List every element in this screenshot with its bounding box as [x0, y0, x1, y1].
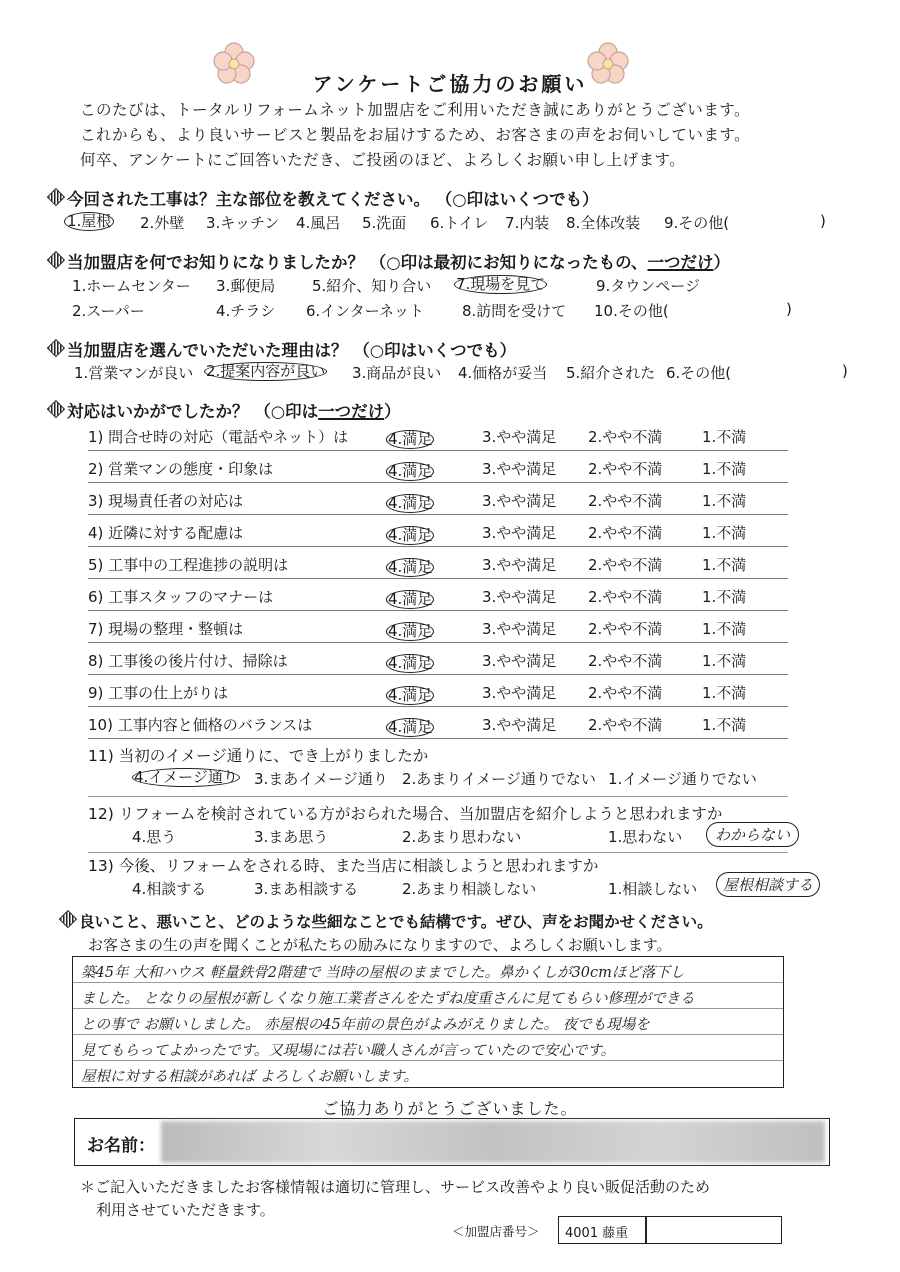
- scale-1[interactable]: 1.不満: [702, 620, 747, 638]
- answer-circle: 4.満足: [388, 462, 433, 480]
- satisfaction-row: [88, 486, 788, 515]
- q2-option[interactable]: 4.チラシ: [216, 302, 276, 320]
- comments-box[interactable]: [72, 956, 784, 1088]
- q1-option-close: ): [820, 212, 826, 230]
- q11-option[interactable]: 3.まあイメージ通り: [254, 770, 388, 788]
- q13-options: [0, 878, 900, 902]
- row-label: 7) 現場の整理・整頓は: [88, 620, 244, 638]
- diamond-bullet-icon: [47, 188, 65, 206]
- answer-circle: 4.満足: [388, 430, 433, 448]
- intro-line: 何卒、アンケートにご回答いただき、ご投函のほど、よろしくお願い申し上げます。: [80, 151, 686, 169]
- intro-text: [80, 98, 750, 173]
- answer-circle: 4.満足: [388, 622, 433, 640]
- q3-option[interactable]: 3.商品が良い: [352, 364, 442, 382]
- q3-option[interactable]: 1.営業マンが良い: [74, 364, 194, 382]
- q11-option[interactable]: 1.イメージ通りでない: [608, 770, 757, 788]
- scale-1[interactable]: 1.不満: [702, 428, 747, 446]
- store-number-value: 4001 藤重: [565, 1226, 629, 1241]
- answer-circle: 4.満足: [388, 526, 433, 544]
- intro-line: これからも、より良いサービスと製品をお届けするため、お客さまの声をお伺いしています。: [80, 126, 751, 144]
- scale-2[interactable]: 2.やや不満: [588, 652, 663, 670]
- scale-1[interactable]: 1.不満: [702, 716, 747, 734]
- answer-circle: 2.提案内容が良い: [206, 362, 326, 380]
- q13-option[interactable]: 2.あまり相談しない: [402, 880, 537, 898]
- scale-2[interactable]: 2.やや不満: [588, 524, 663, 542]
- row-label: 8) 工事後の後片付け、掃除は: [88, 652, 288, 670]
- scale-1[interactable]: 1.不満: [702, 524, 747, 542]
- satisfaction-row: [88, 422, 788, 451]
- answer-circle: 4.満足: [388, 686, 433, 704]
- q12-question: 12) リフォームを検討されている方がおられた場合、当加盟店を紹介しようと思われますか: [88, 805, 723, 823]
- q3-heading: [48, 337, 516, 361]
- scale-3[interactable]: 3.やや満足: [482, 620, 557, 638]
- scale-2[interactable]: 2.やや不満: [588, 620, 663, 638]
- q1-heading: [48, 186, 599, 210]
- satisfaction-row: [88, 710, 788, 739]
- q2-option-close: ): [786, 300, 792, 318]
- answer-circle: 7.現場を見て: [456, 275, 546, 293]
- scale-3[interactable]: 3.やや満足: [482, 460, 557, 478]
- store-number-label: ＜加盟店番号＞: [452, 1224, 540, 1239]
- scale-2[interactable]: 2.やや不満: [588, 716, 663, 734]
- page-title: アンケートご協力のお願い: [312, 72, 588, 96]
- q11-options: [0, 768, 900, 792]
- q1-question: 今回された工事は？主な部位を教えてください。: [67, 190, 430, 209]
- q1-option[interactable]: 8.全体改装: [566, 214, 641, 232]
- q1-option[interactable]: 6.トイレ: [430, 214, 489, 232]
- comment-line: 見てもらってよかったです。又現場には若い職人さんが言っていたので安心です。: [81, 1043, 616, 1059]
- scale-1[interactable]: 1.不満: [702, 556, 747, 574]
- satisfaction-row: [88, 678, 788, 707]
- intro-line: このたびは、トータルリフォームネット加盟店をご利用いただき誠にありがとうございます。: [80, 101, 750, 119]
- satisfaction-row: [88, 454, 788, 483]
- q13-option[interactable]: 4.相談する: [132, 880, 207, 898]
- scale-1[interactable]: 1.不満: [702, 684, 747, 702]
- comment-line: ました。 となりの屋根が新しくなり施工業者さんをたずね度重さんに見てもらい修理ができる: [81, 991, 695, 1007]
- diamond-bullet-icon: [59, 910, 77, 928]
- q2-option[interactable]: 10.その他(: [594, 302, 669, 320]
- q4-note-pre: （○印は: [254, 402, 319, 421]
- q2-question: 当加盟店を何でお知りになりましたか？: [67, 253, 364, 272]
- answer-circle: 4.満足: [388, 494, 433, 512]
- q12-option[interactable]: 3.まあ思う: [254, 828, 329, 846]
- answer-circle: 4.満足: [388, 590, 433, 608]
- q3-option-close: ): [842, 362, 848, 380]
- answer-circle: 4.イメージ通り: [134, 768, 238, 786]
- name-box: [74, 1118, 830, 1166]
- row-label: 3) 現場責任者の対応は: [88, 492, 244, 510]
- row-label: 1) 問合せ時の対応（電話やネット）は: [88, 428, 349, 446]
- q3-option[interactable]: 6.その他(: [666, 364, 732, 382]
- q2-heading: [48, 249, 730, 273]
- scale-1[interactable]: 1.不満: [702, 652, 747, 670]
- q2-note-emph: 一つだけ: [647, 253, 714, 272]
- name-field-redacted[interactable]: [161, 1121, 825, 1163]
- q3-note: （○印はいくつでも）: [353, 341, 517, 360]
- q3-option[interactable]: 4.価格が妥当: [458, 364, 548, 382]
- scale-2[interactable]: 2.やや不満: [588, 428, 663, 446]
- q12-handwritten-answer: わからない: [706, 822, 799, 847]
- comments-prompt: 良いこと、悪いこと、どのような些細なことでも結構です。ぜひ、声をお聞かせください。: [79, 913, 713, 931]
- row-label: 10) 工事内容と価格のバランスは: [88, 716, 313, 734]
- q4-note-emph: 一つだけ: [318, 402, 385, 421]
- ruled-line: [73, 1008, 783, 1009]
- satisfaction-row: [88, 550, 788, 579]
- q2-option[interactable]: 5.紹介、知り合い: [312, 277, 432, 295]
- q1-option[interactable]: 2.外壁: [140, 214, 185, 232]
- divider: [88, 852, 788, 853]
- q1-option[interactable]: 7.内装: [505, 214, 550, 232]
- q1-option[interactable]: 9.その他(: [664, 214, 730, 232]
- thanks-text: ご協力ありがとうございました。: [322, 1099, 578, 1118]
- q2-option[interactable]: 9.タウンページ: [596, 277, 701, 295]
- q1-options: [0, 212, 900, 236]
- q13-question: 13) 今後、リフォームをされる時、また当店に相談しようと思われますか: [88, 857, 599, 875]
- q11-question: 11) 当初のイメージ通りに、でき上がりましたか: [88, 747, 429, 765]
- scale-2[interactable]: 2.やや不満: [588, 492, 663, 510]
- ruled-line: [73, 982, 783, 983]
- divider: [645, 1217, 647, 1243]
- q4-heading: [48, 398, 401, 422]
- divider: [88, 796, 788, 797]
- answer-circle: 4.満足: [388, 718, 433, 736]
- q2-option[interactable]: 2.スーパー: [72, 302, 145, 320]
- row-label: 5) 工事中の工程進捗の説明は: [88, 556, 289, 574]
- q1-option[interactable]: 5.洗面: [362, 214, 407, 232]
- q12-options: [0, 826, 900, 850]
- comment-line: 屋根に対する相談があれば よろしくお願いします。: [81, 1069, 418, 1085]
- q13-option[interactable]: 1.相談しない: [608, 880, 698, 898]
- scale-1[interactable]: 1.不満: [702, 460, 747, 478]
- row-label: 6) 工事スタッフのマナーは: [88, 588, 274, 606]
- q2-option[interactable]: 1.ホームセンター: [72, 277, 191, 295]
- q1-note: （○印はいくつでも）: [435, 190, 599, 209]
- answer-circle: 4.満足: [388, 558, 433, 576]
- privacy-line-1: ＊ご記入いただきましたお客様情報は適切に管理し、サービス改善やより良い販促活動のため: [80, 1178, 711, 1196]
- q3-question: 当加盟店を選んでいただいた理由は？: [67, 341, 348, 360]
- diamond-bullet-icon: [47, 339, 65, 357]
- q2-row2: [0, 300, 900, 324]
- scale-3[interactable]: 3.やや満足: [482, 588, 557, 606]
- scale-3[interactable]: 3.やや満足: [482, 492, 557, 510]
- q12-option[interactable]: 4.思う: [132, 828, 177, 846]
- row-label: 2) 営業マンの態度・印象は: [88, 460, 274, 478]
- q4-question: 対応はいかがでしたか？: [67, 402, 249, 421]
- row-label: 4) 近隣に対する配慮は: [88, 524, 244, 542]
- satisfaction-row: [88, 518, 788, 547]
- scale-3[interactable]: 3.やや満足: [482, 524, 557, 542]
- diamond-bullet-icon: [47, 400, 65, 418]
- scale-3[interactable]: 3.やや満足: [482, 428, 557, 446]
- q3-option[interactable]: 5.紹介された: [566, 364, 656, 382]
- q2-option[interactable]: 8.訪問を受けて: [462, 302, 567, 320]
- store-number-box: [558, 1216, 782, 1244]
- q4-note-post: ）: [384, 402, 401, 421]
- q11-option[interactable]: 2.あまりイメージ通りでない: [402, 770, 596, 788]
- name-label: お名前：: [87, 1136, 155, 1156]
- satisfaction-row: [88, 614, 788, 643]
- answer-circle: 1.屋根: [64, 212, 114, 231]
- row-label: 9) 工事の仕上がりは: [88, 684, 229, 702]
- satisfaction-row: [88, 582, 788, 611]
- q13-option[interactable]: 3.まあ相談する: [254, 880, 359, 898]
- privacy-line-2: 利用させていただきます。: [96, 1201, 275, 1219]
- q2-row1: [0, 275, 900, 299]
- q1-option[interactable]: 4.風呂: [296, 214, 341, 232]
- comment-line: との事で お願いしました。 赤屋根の45年前の景色がよみがえりました。 夜でも現場を: [81, 1017, 650, 1033]
- scale-1[interactable]: 1.不満: [702, 588, 747, 606]
- q13-handwritten-answer: 屋根相談する: [716, 872, 820, 897]
- comments-heading: [60, 910, 713, 932]
- ruled-line: [73, 1034, 783, 1035]
- scale-3[interactable]: 3.やや満足: [482, 556, 557, 574]
- ruled-line: [73, 1060, 783, 1061]
- scale-3[interactable]: 3.やや満足: [482, 716, 557, 734]
- scale-1[interactable]: 1.不満: [702, 492, 747, 510]
- q2-option[interactable]: 3.郵便局: [216, 277, 276, 295]
- scale-2[interactable]: 2.やや不満: [588, 556, 663, 574]
- scale-2[interactable]: 2.やや不満: [588, 588, 663, 606]
- scale-3[interactable]: 3.やや満足: [482, 652, 557, 670]
- q12-option[interactable]: 1.思わない: [608, 828, 683, 846]
- q1-option[interactable]: 3.キッチン: [206, 214, 280, 232]
- q3-options: [0, 362, 900, 386]
- answer-circle: 4.満足: [388, 654, 433, 672]
- diamond-bullet-icon: [47, 251, 65, 269]
- q2-option[interactable]: 6.インターネット: [306, 302, 424, 320]
- scale-2[interactable]: 2.やや不満: [588, 684, 663, 702]
- scale-3[interactable]: 3.やや満足: [482, 684, 557, 702]
- satisfaction-row: [88, 646, 788, 675]
- comment-line: 築45年 大和ハウス 軽量鉄骨2階建で 当時の屋根のままでした。鼻かくしが30cmほど落下し: [81, 965, 685, 981]
- q12-option[interactable]: 2.あまり思わない: [402, 828, 522, 846]
- comments-prompt-2: お客さまの生の声を聞くことが私たちの励みになりますので、よろしくお願いします。: [88, 936, 672, 954]
- scale-2[interactable]: 2.やや不満: [588, 460, 663, 478]
- q2-note-post: ）: [713, 253, 730, 272]
- q2-note-pre: （○印は最初にお知りになったもの、: [369, 253, 648, 272]
